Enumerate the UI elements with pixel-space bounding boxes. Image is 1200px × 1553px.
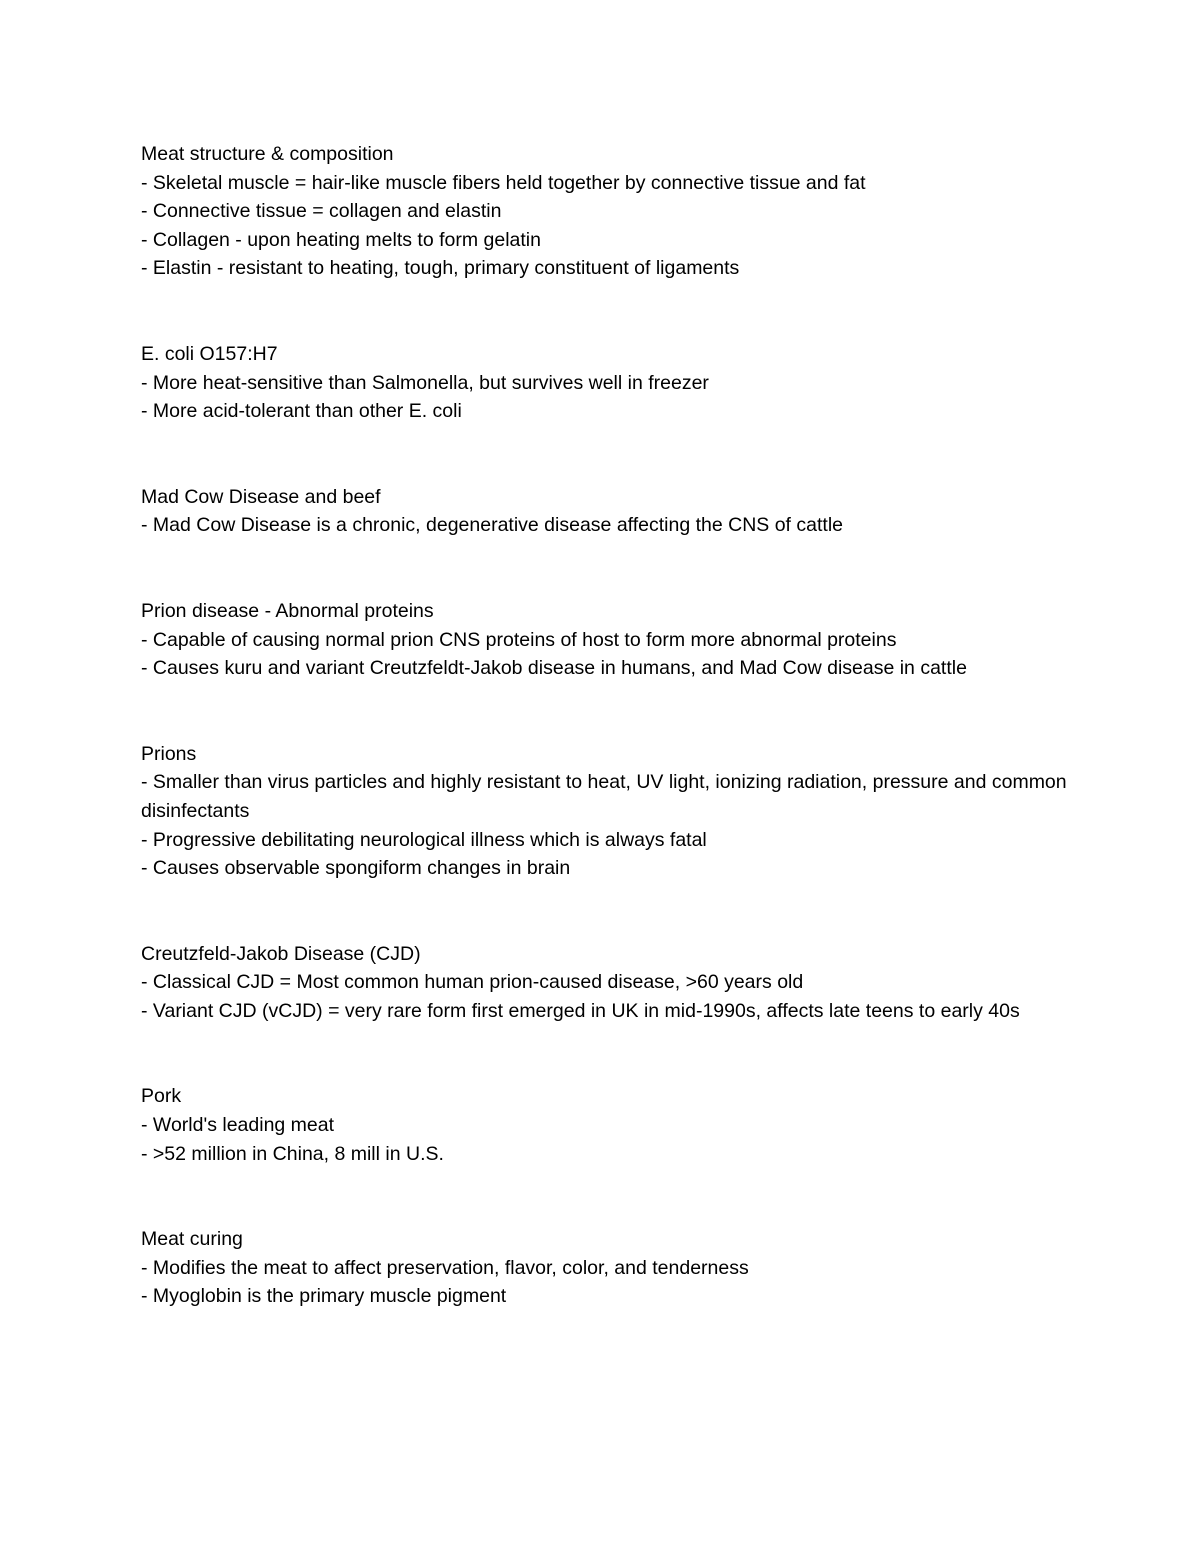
document-page (141, 140, 1071, 1311)
bullet-line: - Capable of causing normal prion CNS proteins of host to form more abnormal proteins (141, 628, 897, 651)
bullet-line: - Causes observable spongiform changes in brain (141, 857, 571, 880)
bullet-line: - Smaller than virus particles and highly resistant to heat, UV light, ionizing radiation, pressure and common disinfectants (141, 771, 1067, 822)
section-heading: Mad Cow Disease and beef (141, 485, 381, 508)
section-prion-disease (141, 597, 1071, 683)
bullet-line: - Collagen - upon heating melts to form gelatin (141, 228, 541, 251)
bullet-line: - Elastin - resistant to heating, tough, primary constituent of ligaments (141, 257, 740, 280)
section-cjd (141, 940, 1071, 1026)
section-prions (141, 740, 1071, 883)
section-spacer (141, 426, 1071, 483)
section-heading: E. coli O157:H7 (141, 342, 278, 365)
section-meat-structure (141, 140, 1071, 283)
section-heading: Meat curing (141, 1228, 243, 1251)
section-spacer (141, 283, 1071, 340)
bullet-line: - Modifies the meat to affect preservation, flavor, color, and tenderness (141, 1256, 749, 1279)
bullet-line: - Connective tissue = collagen and elastin (141, 200, 502, 223)
bullet-line: - Myoglobin is the primary muscle pigment (141, 1285, 507, 1308)
bullet-line: - Progressive debilitating neurological illness which is always fatal (141, 828, 707, 851)
section-spacer (141, 883, 1071, 940)
bullet-line: - Variant CJD (vCJD) = very rare form first emerged in UK in mid-1990s, affects late teens to early 40s (141, 999, 1020, 1022)
bullet-line: - Causes kuru and variant Creutzfeldt-Jakob disease in humans, and Mad Cow disease in cattle (141, 657, 967, 680)
bullet-line: - >52 million in China, 8 mill in U.S. (141, 1142, 444, 1165)
bullet-line: - Mad Cow Disease is a chronic, degenerative disease affecting the CNS of cattle (141, 514, 843, 537)
section-spacer (141, 683, 1071, 740)
section-meat-curing (141, 1225, 1071, 1311)
section-heading: Pork (141, 1085, 182, 1108)
section-spacer (141, 540, 1071, 597)
section-spacer (141, 1025, 1071, 1082)
section-pork (141, 1082, 1071, 1168)
bullet-line: - Skeletal muscle = hair-like muscle fibers held together by connective tissue and fat (141, 171, 866, 194)
section-heading: Creutzfeld-Jakob Disease (CJD) (141, 942, 421, 965)
section-e-coli (141, 340, 1071, 426)
bullet-line: - World's leading meat (141, 1114, 335, 1137)
bullet-line: - Classical CJD = Most common human prion-caused disease, >60 years old (141, 971, 804, 994)
section-heading: Meat structure & composition (141, 143, 394, 165)
section-heading: Prion disease - Abnormal proteins (141, 599, 434, 622)
section-heading: Prions (141, 742, 197, 765)
section-mad-cow (141, 483, 1071, 540)
section-spacer (141, 1168, 1071, 1225)
bullet-line: - More heat-sensitive than Salmonella, but survives well in freezer (141, 371, 709, 394)
bullet-line: - More acid-tolerant than other E. coli (141, 400, 462, 423)
